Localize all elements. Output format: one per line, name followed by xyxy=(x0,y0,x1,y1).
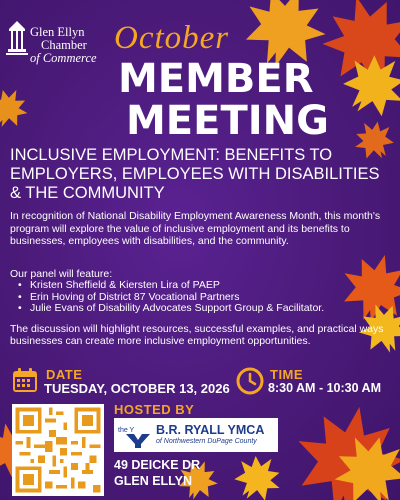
event-title-line2: MEETING xyxy=(126,98,329,144)
org-name-line1: Glen Ellyn xyxy=(30,25,85,39)
panel-member: • Erin Hoving of District 87 Vocational Partners xyxy=(18,292,324,304)
date-label: DATE xyxy=(46,367,83,382)
closing-paragraph: The discussion will highlight resources, successful examples, and practical ways businesses can create more inclusive employment opportunities. xyxy=(10,323,384,347)
ymca-logo xyxy=(114,418,278,452)
ymca-the-text: the Y xyxy=(118,427,135,434)
hosted-by-label: HOSTED BY xyxy=(114,402,195,417)
time-label: TIME xyxy=(270,367,304,382)
time-value: 8:30 AM - 10:30 AM xyxy=(268,381,381,395)
panel-member: • Kristen Sheffield & Kiersten Lira of PAEP xyxy=(18,280,324,292)
date-value: TUESDAY, OCTOBER 13, 2026 xyxy=(44,381,230,396)
ymca-y-icon xyxy=(118,422,152,448)
qr-code[interactable] xyxy=(12,404,104,496)
host-subtitle: of Northwestern DuPage County xyxy=(156,438,257,445)
panel-intro: Our panel will feature: xyxy=(10,268,113,280)
event-month: October xyxy=(114,20,230,56)
org-name-line2: Chamber xyxy=(41,38,87,52)
intro-paragraph: In recognition of National Disability Employment Awareness Month, this month's program will explore the value of inclusive employment and its benefits to businesses, employees with disabilities, and the community. xyxy=(10,210,381,247)
panel-list xyxy=(18,280,324,315)
panel-member: • Julie Evans of Disability Advocates Support Group & Facilitator. xyxy=(18,303,324,315)
gazebo-logo-icon xyxy=(6,20,28,60)
event-title-line1: MEMBER xyxy=(118,56,314,102)
org-name-line3: of Commerce xyxy=(30,51,97,65)
clock-icon xyxy=(236,367,264,395)
address-line1: 49 DEICKE DR xyxy=(114,458,201,472)
host-name: B.R. RYALL YMCA xyxy=(156,423,265,437)
calendar-icon xyxy=(12,367,38,393)
headline: INCLUSIVE EMPLOYMENT: BENEFITS TO EMPLOYERS, EMPLOYEES WITH DISABILITIES & THE COMMUNITY xyxy=(10,146,380,202)
maple-leaf-icon xyxy=(0,79,37,137)
address-line2: GLEN ELLYN xyxy=(114,474,193,488)
